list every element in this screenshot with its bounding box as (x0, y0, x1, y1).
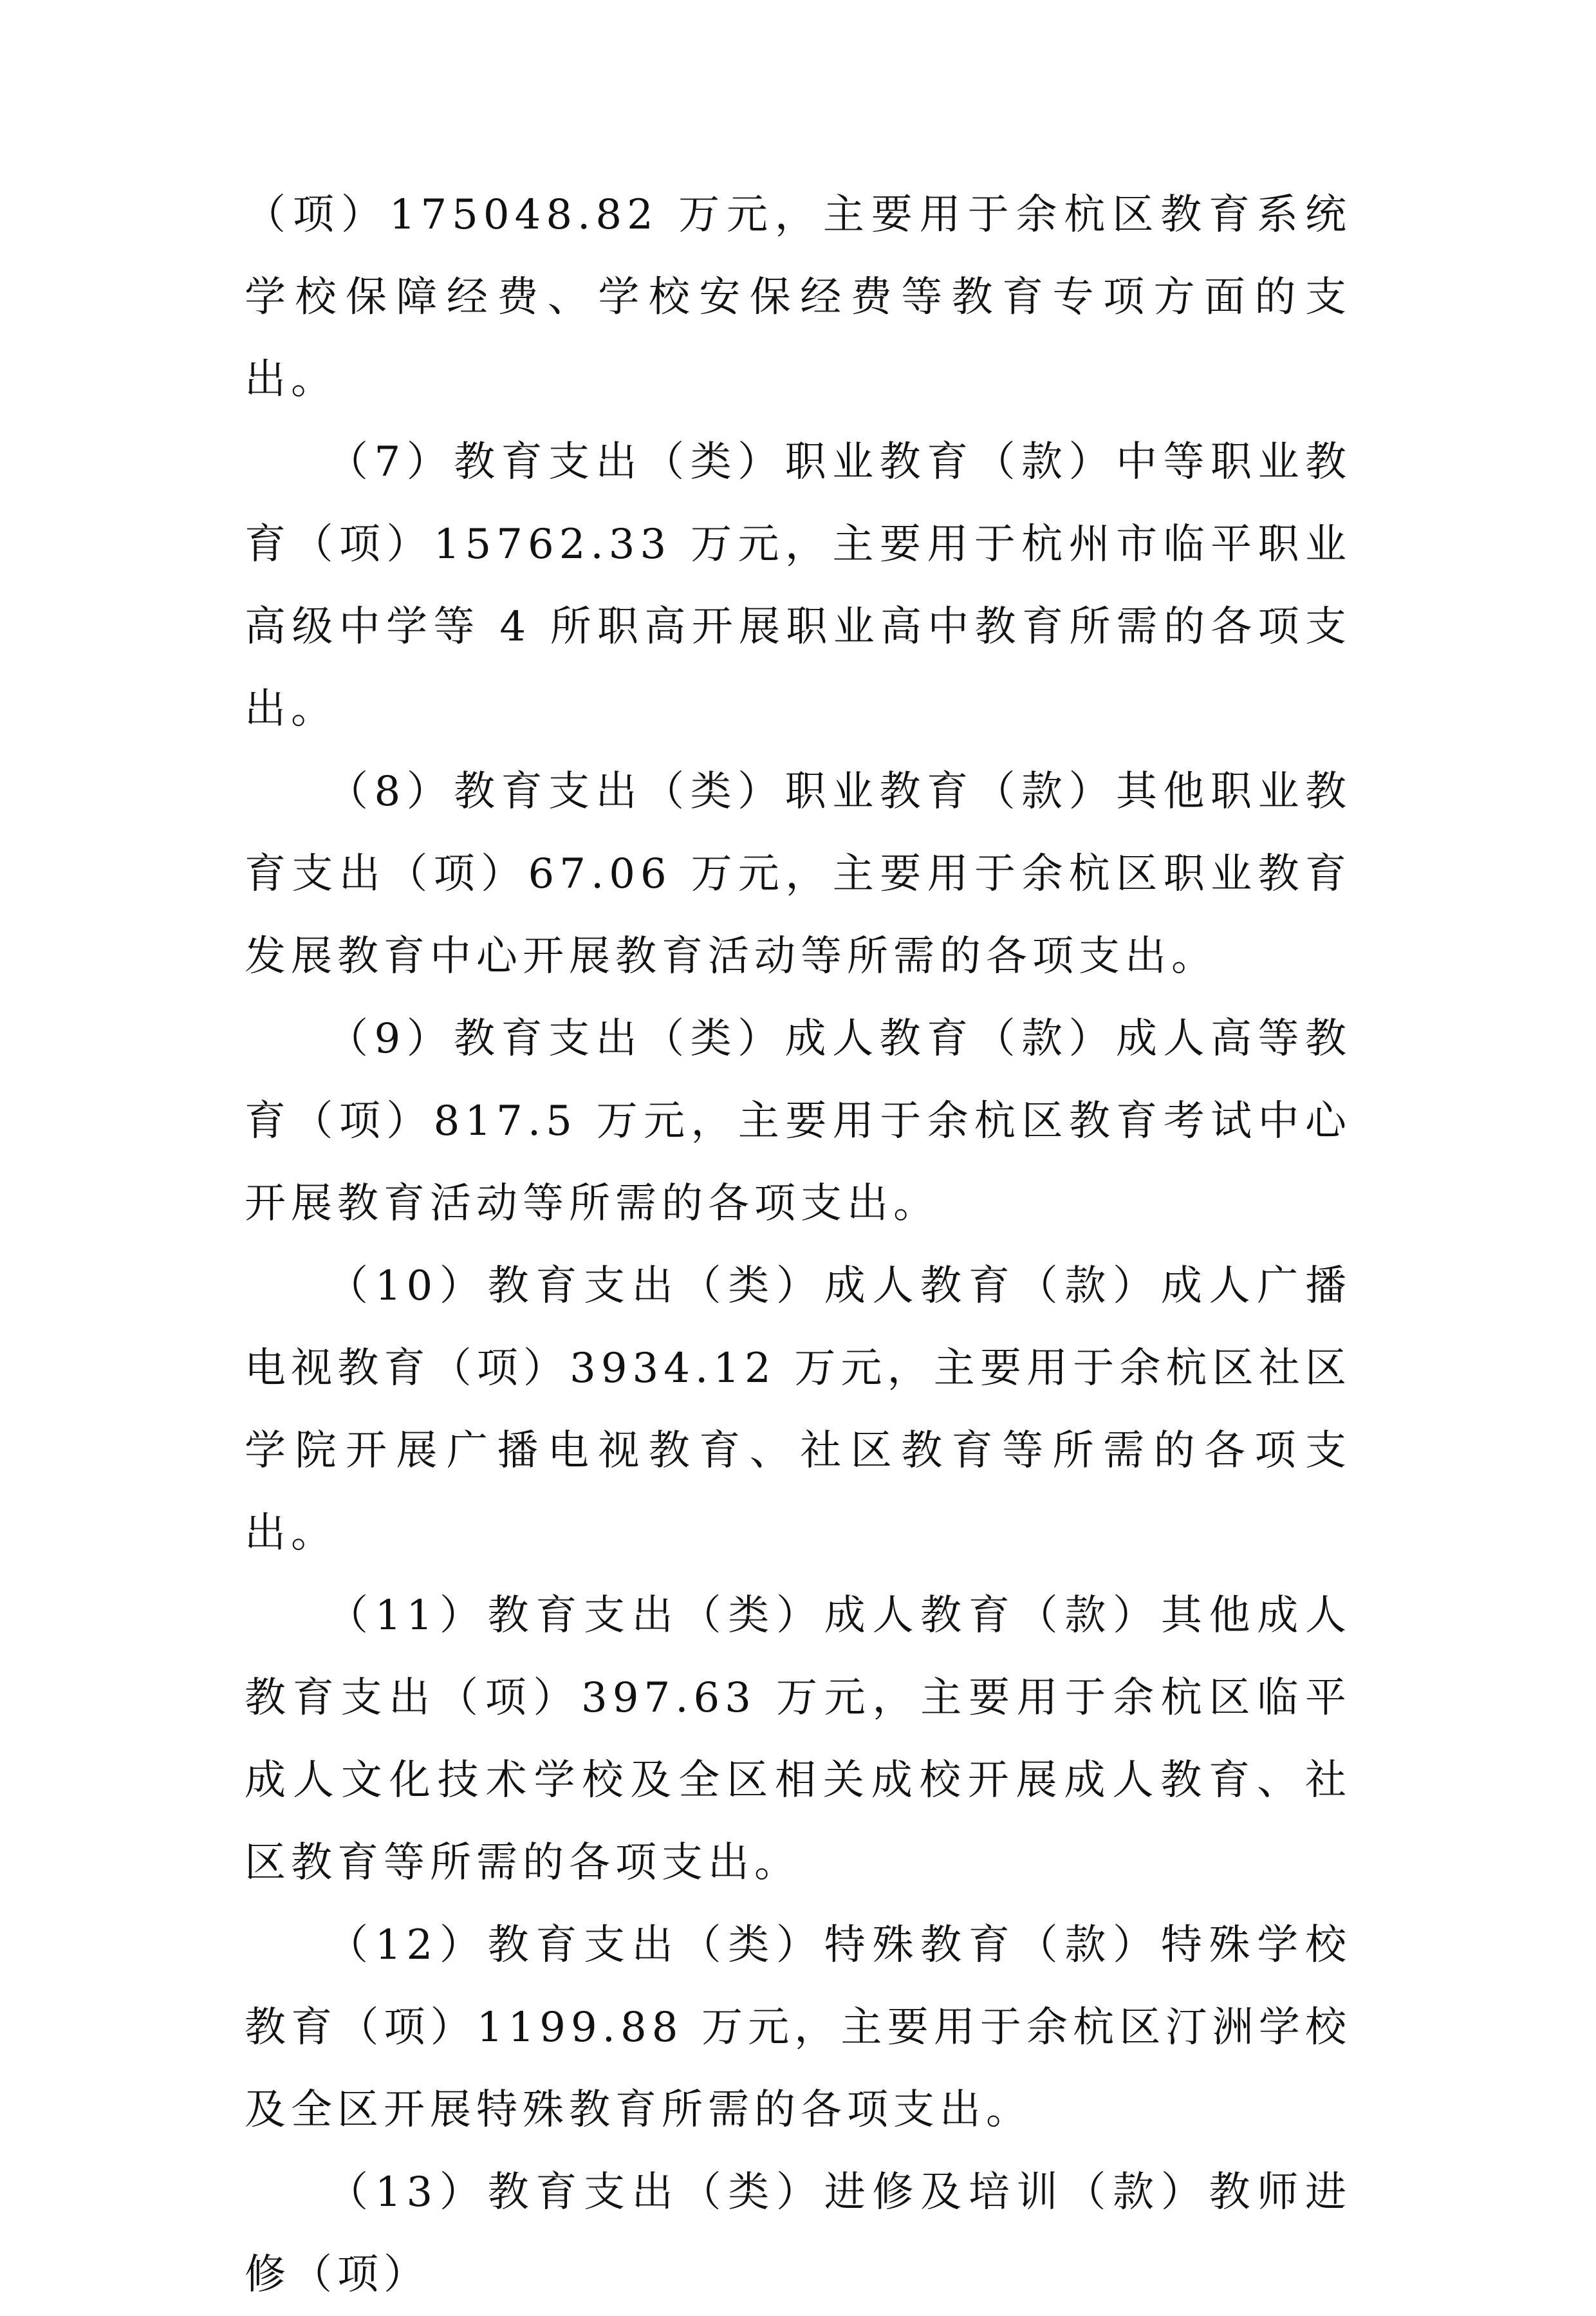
paragraph-item-12: （12）教育支出（类）特殊教育（款）特殊学校教育（项）1199.88 万元，主要用于余杭区汀洲学校及全区开展特殊教育所需的各项支出。 (245, 1921, 1351, 2134)
paragraph-item-8: （8）教育支出（类）职业教育（款）其他职业教育支出（项）67.06 万元，主要用于余杭区职业教育发展教育中心开展教育活动等所需的各项支出。 (245, 768, 1351, 980)
paragraph-item-13: （13）教育支出（类）进修及培训（款）教师进修（项） (245, 2169, 1351, 2299)
paragraph-item-7: （7）教育支出（类）职业教育（款）中等职业教育（项）15762.33 万元，主要用于杭州市临平职业高级中学等 4 所职高开展职业高中教育所需的各项支出。 (245, 438, 1351, 733)
paragraph-item-9: （9）教育支出（类）成人教育（款）成人高等教育（项）817.5 万元，主要用于余杭区教育考试中心开展教育活动等所需的各项支出。 (245, 1015, 1351, 1228)
body-text (245, 174, 1351, 2316)
paragraph-continuation: （项）175048.82 万元，主要用于余杭区教育系统学校保障经费、学校安保经费等教育专项方面的支出。 (245, 191, 1351, 404)
paragraph-item-10: （10）教育支出（类）成人教育（款）成人广播电视教育（项）3934.12 万元，主要用于余杭区社区学院开展广播电视教育、社区教育等所需的各项支出。 (245, 1262, 1351, 1557)
paragraph-item-11: （11）教育支出（类）成人教育（款）其他成人教育支出（项）397.63 万元，主要用于余杭区临平成人文化技术学校及全区相关成校开展成人教育、社区教育等所需的各项支出。 (245, 1592, 1351, 1887)
